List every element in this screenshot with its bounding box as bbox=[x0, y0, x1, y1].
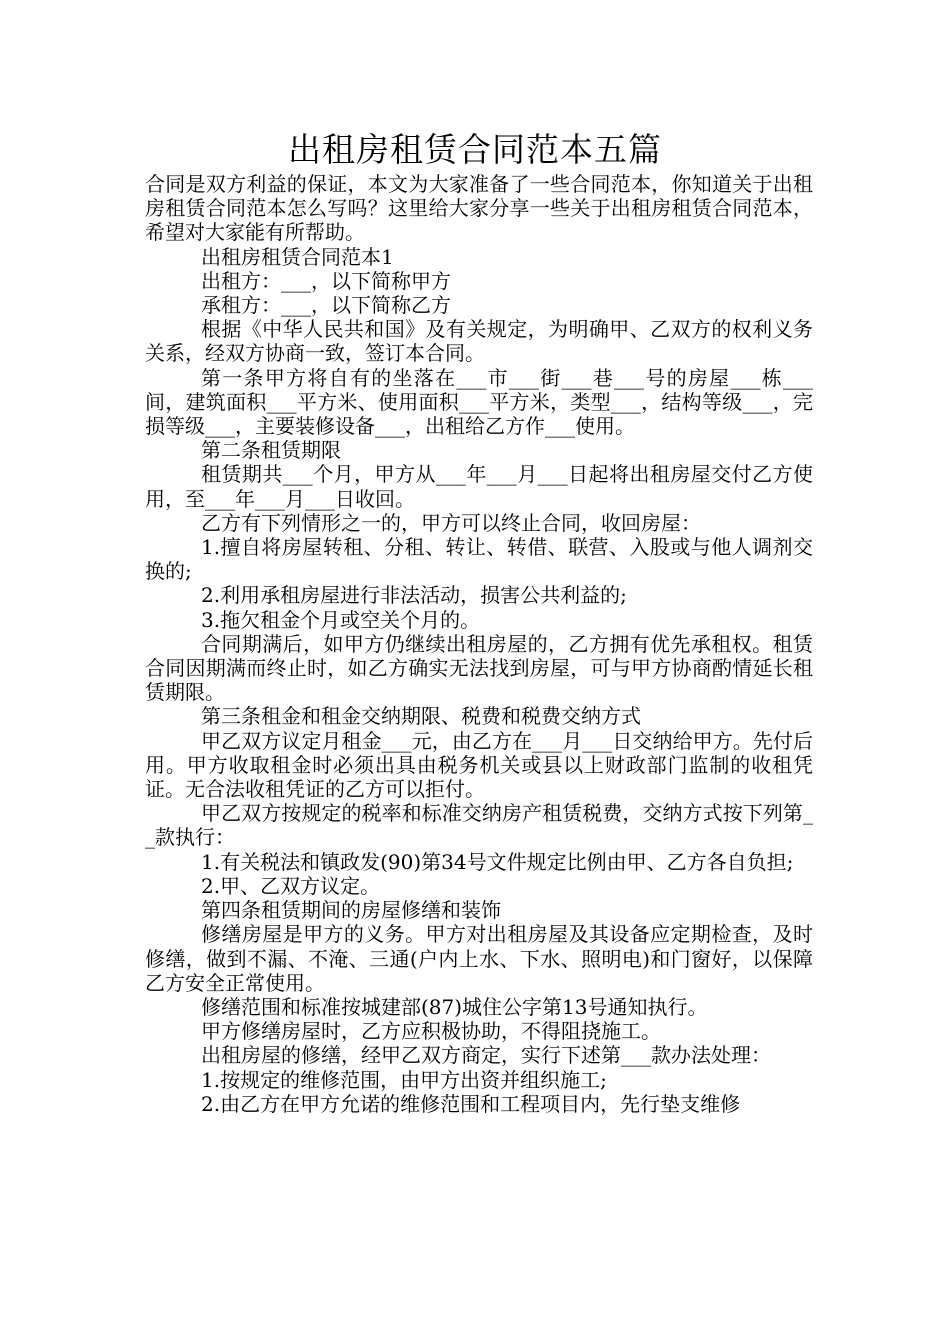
paragraph: 根据《中华人民共和国》及有关规定，为明确甲、乙双方的权利义务关系，经双方协商一致，签订本合同。 bbox=[145, 317, 813, 366]
document-body bbox=[145, 172, 813, 1116]
paragraph: 甲乙双方按规定的税率和标准交纳房产租赁税费，交纳方式按下列第__款执行： bbox=[145, 801, 813, 850]
paragraph: 合同是双方利益的保证，本文为大家准备了一些合同范本，你知道关于出租房租赁合同范本怎么写吗？这里给大家分享一些关于出租房租赁合同范本，希望对大家能有所帮助。 bbox=[145, 172, 813, 245]
paragraph: 甲方修缮房屋时，乙方应积极协助，不得阻挠施工。 bbox=[201, 1019, 661, 1044]
paragraph: 2.甲、乙双方议定。 bbox=[201, 873, 381, 898]
paragraph: 2.由乙方在甲方允诺的维修范围和工程项目内，先行垫支维修 bbox=[201, 1091, 741, 1116]
paragraph: 租赁期共___个月，甲方从___年___月___日起将出租房屋交付乙方使用，至___年___月___日收回。 bbox=[145, 462, 813, 511]
paragraph: 第二条租赁期限 bbox=[201, 438, 341, 463]
paragraph: 第三条租金和租金交纳期限、税费和税费交纳方式 bbox=[201, 704, 641, 729]
paragraph: 1.擅自将房屋转租、分租、转让、转借、联营、入股或与他人调剂交换的; bbox=[145, 535, 813, 584]
paragraph: 1.按规定的维修范围，由甲方出资并组织施工; bbox=[201, 1067, 607, 1092]
paragraph: 第四条租赁期间的房屋修缮和装饰 bbox=[201, 898, 501, 923]
paragraph: 第一条甲方将自有的坐落在___市___街___巷___号的房屋___栋___间，建筑面积___平方米、使用面积___平方米，类型___，结构等级___，完损等级___，主要装修设备___，出租给乙方作___使用。 bbox=[145, 365, 813, 439]
paragraph: 合同期满后，如甲方仍继续出租房屋的，乙方拥有优先承租权。租赁合同因期满而终止时，如乙方确实无法找到房屋，可与甲方协商酌情延长租赁期限。 bbox=[145, 631, 813, 705]
document-title: 出租房租赁合同范本五篇 bbox=[288, 130, 662, 169]
paragraph: 1.有关税法和镇政发(90)第34号文件规定比例由甲、乙方各自负担; bbox=[201, 849, 794, 874]
paragraph: 修缮范围和标准按城建部(87)城住公字第13号通知执行。 bbox=[201, 994, 708, 1019]
paragraph: 出租房租赁合同范本1 bbox=[201, 244, 394, 269]
paragraph: 承租方：___，以下简称乙方 bbox=[201, 293, 451, 318]
paragraph: 甲乙双方议定月租金___元，由乙方在___月___日交纳给甲方。先付后用。甲方收取租金时必须出具由税务机关或县以上财政部门监制的收租凭证。无合法收租凭证的乙方可以拒付。 bbox=[145, 728, 813, 802]
paragraph: 出租方：___，以下简称甲方 bbox=[201, 268, 451, 293]
paragraph: 2.利用承租房屋进行非法活动，损害公共利益的; bbox=[201, 583, 627, 608]
paragraph: 修缮房屋是甲方的义务。甲方对出租房屋及其设备应定期检查，及时修缮，做到不漏、不淹、三通(户内上水、下水、照明电)和门窗好，以保障乙方安全正常使用。 bbox=[145, 922, 813, 995]
paragraph: 3.拖欠租金个月或空关个月的。 bbox=[201, 607, 481, 632]
paragraph: 乙方有下列情形之一的，甲方可以终止合同，收回房屋： bbox=[201, 510, 701, 535]
paragraph: 出租房屋的修缮，经甲乙双方商定，实行下述第___款办法处理： bbox=[201, 1043, 771, 1068]
